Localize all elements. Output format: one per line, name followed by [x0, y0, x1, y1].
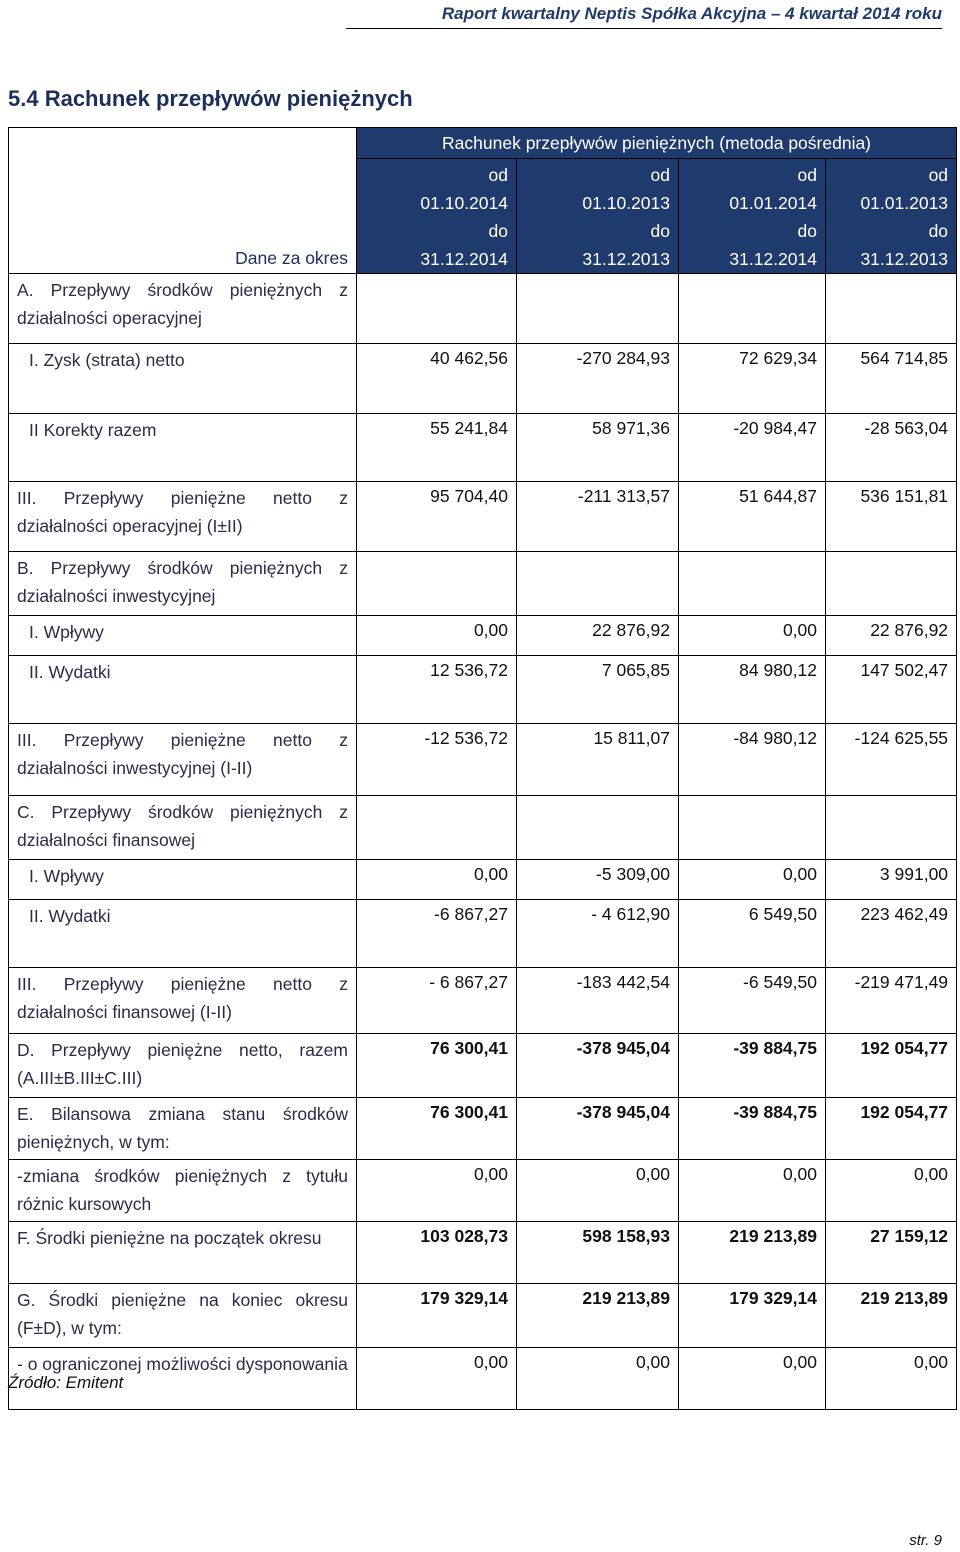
period-do: do: [928, 221, 949, 241]
table-row: [9, 1098, 957, 1160]
row-label: E. Bilansowa zmiana stanu środków pieniężnych, w tym:: [9, 1098, 357, 1160]
row-value: 179 329,14: [679, 1284, 826, 1348]
row-value: 3 991,00: [826, 860, 957, 900]
row-value: 598 158,93: [517, 1222, 679, 1284]
row-label: B. Przepływy środków pieniężnych z działalności inwestycyjnej: [9, 552, 357, 616]
row-value: -28 563,04: [826, 414, 957, 482]
period-do: do: [650, 221, 670, 241]
row-value: -39 884,75: [679, 1034, 826, 1098]
table-row: [9, 414, 957, 482]
row-value: [679, 274, 826, 344]
row-label: III. Przepływy pieniężne netto z działalności operacyjnej (I±II): [9, 482, 357, 552]
row-label: I. Wpływy: [9, 860, 357, 900]
table-row: [9, 344, 957, 414]
table-row: [9, 656, 957, 724]
row-value: 103 028,73: [357, 1222, 517, 1284]
period-od: od: [650, 165, 670, 185]
row-label: F. Środki pieniężne na początek okresu: [9, 1222, 357, 1284]
row-label: III. Przepływy pieniężne netto z działalności inwestycyjnej (I-II): [9, 724, 357, 796]
row-value: -20 984,47: [679, 414, 826, 482]
table-row: [9, 482, 957, 552]
table-row: [9, 1160, 957, 1222]
row-value: 58 971,36: [517, 414, 679, 482]
row-label: III. Przepływy pieniężne netto z działalności finansowej (I-II): [9, 968, 357, 1034]
period-from: 01.10.2013: [582, 193, 670, 213]
period-header-3: [679, 159, 826, 274]
period-header-1: [357, 159, 517, 274]
row-value: 84 980,12: [679, 656, 826, 724]
row-value: 219 213,89: [517, 1284, 679, 1348]
section-title: 5.4 Rachunek przepływów pieniężnych: [8, 86, 413, 111]
period-od: od: [797, 165, 817, 185]
row-value: [357, 552, 517, 616]
row-value: 0,00: [357, 860, 517, 900]
row-value: -12 536,72: [357, 724, 517, 796]
row-value: 22 876,92: [826, 616, 957, 656]
row-value: 0,00: [357, 1348, 517, 1410]
row-label: II Korekty razem: [9, 414, 357, 482]
row-label: -zmiana środków pieniężnych z tytułu różnic kursowych: [9, 1160, 357, 1222]
table-row: [9, 1034, 957, 1098]
row-value: 0,00: [357, 616, 517, 656]
row-value: 219 213,89: [679, 1222, 826, 1284]
row-value: [679, 552, 826, 616]
row-value: 55 241,84: [357, 414, 517, 482]
row-value: [357, 274, 517, 344]
row-value: -219 471,49: [826, 968, 957, 1034]
row-label: C. Przepływy środków pieniężnych z działalności finansowej: [9, 796, 357, 860]
row-value: 72 629,34: [679, 344, 826, 414]
row-value: 219 213,89: [826, 1284, 957, 1348]
row-value: [679, 796, 826, 860]
table-body: [9, 274, 957, 1410]
row-value: 0,00: [517, 1348, 679, 1410]
row-value: [826, 796, 957, 860]
row-value: 0,00: [679, 1348, 826, 1410]
period-od: od: [928, 165, 949, 185]
table-row: [9, 552, 957, 616]
row-value: [517, 552, 679, 616]
row-value: [357, 796, 517, 860]
period-from: 01.01.2013: [860, 193, 949, 213]
row-value: 0,00: [826, 1348, 957, 1410]
row-value: 95 704,40: [357, 482, 517, 552]
period-label-cell: [9, 128, 357, 274]
row-value: -211 313,57: [517, 482, 679, 552]
row-value: -183 442,54: [517, 968, 679, 1034]
row-value: -378 945,04: [517, 1098, 679, 1160]
table-row: [9, 900, 957, 968]
row-value: -378 945,04: [517, 1034, 679, 1098]
row-value: 22 876,92: [517, 616, 679, 656]
period-header-4: [826, 159, 957, 274]
row-value: 0,00: [679, 616, 826, 656]
row-label: A. Przepływy środków pieniężnych z działalności operacyjnej: [9, 274, 357, 344]
row-value: 536 151,81: [826, 482, 957, 552]
row-value: 223 462,49: [826, 900, 957, 968]
row-value: -84 980,12: [679, 724, 826, 796]
table-row: [9, 274, 957, 344]
table-row: [9, 860, 957, 900]
row-value: 76 300,41: [357, 1034, 517, 1098]
table-row: [9, 1284, 957, 1348]
row-label: - o ograniczonej możliwości dysponowania: [9, 1348, 357, 1410]
row-value: 0,00: [357, 1160, 517, 1222]
row-value: 12 536,72: [357, 656, 517, 724]
row-value: 192 054,77: [826, 1034, 957, 1098]
row-value: 192 054,77: [826, 1098, 957, 1160]
row-value: 27 159,12: [826, 1222, 957, 1284]
period-label: Dane za okres: [235, 248, 348, 268]
row-value: -6 867,27: [357, 900, 517, 968]
row-label: I. Zysk (strata) netto: [9, 344, 357, 414]
report-header: Raport kwartalny Neptis Spółka Akcyjna – 4 kwartał 2014 roku: [441, 4, 942, 23]
page-number: str. 9: [909, 1532, 942, 1549]
row-label: II. Wydatki: [9, 900, 357, 968]
period-from: 01.10.2014: [420, 193, 508, 213]
period-from: 01.01.2014: [729, 193, 817, 213]
row-value: 0,00: [679, 860, 826, 900]
row-value: -6 549,50: [679, 968, 826, 1034]
row-value: 15 811,07: [517, 724, 679, 796]
row-value: 0,00: [517, 1160, 679, 1222]
row-value: -5 309,00: [517, 860, 679, 900]
row-label: I. Wpływy: [9, 616, 357, 656]
table-caption: Rachunek przepływów pieniężnych (metoda pośrednia): [357, 128, 957, 159]
row-value: 0,00: [826, 1160, 957, 1222]
row-value: 6 549,50: [679, 900, 826, 968]
cash-flow-table: [8, 127, 957, 1410]
source-note: Źródło: Emitent: [8, 1373, 124, 1392]
period-od: od: [488, 165, 508, 185]
row-value: [826, 552, 957, 616]
row-value: -39 884,75: [679, 1098, 826, 1160]
row-value: [517, 274, 679, 344]
period-to: 31.12.2013: [582, 249, 670, 269]
table-row: [9, 1222, 957, 1284]
table-row: [9, 796, 957, 860]
table-row: [9, 968, 957, 1034]
row-value: 0,00: [679, 1160, 826, 1222]
row-value: 7 065,85: [517, 656, 679, 724]
row-value: 76 300,41: [357, 1098, 517, 1160]
row-value: - 6 867,27: [357, 968, 517, 1034]
row-value: 564 714,85: [826, 344, 957, 414]
period-header-2: [517, 159, 679, 274]
row-value: [517, 796, 679, 860]
row-label: G. Środki pieniężne na koniec okresu (F±D), w tym:: [9, 1284, 357, 1348]
period-do: do: [797, 221, 817, 241]
period-to: 31.12.2014: [420, 249, 508, 269]
table-row: [9, 616, 957, 656]
row-value: -270 284,93: [517, 344, 679, 414]
table-row: [9, 724, 957, 796]
period-do: do: [488, 221, 508, 241]
row-value: -124 625,55: [826, 724, 957, 796]
row-value: 179 329,14: [357, 1284, 517, 1348]
period-to: 31.12.2013: [860, 249, 949, 269]
period-to: 31.12.2014: [729, 249, 817, 269]
row-value: 40 462,56: [357, 344, 517, 414]
row-value: [826, 274, 957, 344]
row-value: - 4 612,90: [517, 900, 679, 968]
row-value: 147 502,47: [826, 656, 957, 724]
row-label: II. Wydatki: [9, 656, 357, 724]
row-value: 51 644,87: [679, 482, 826, 552]
row-label: D. Przepływy pieniężne netto, razem (A.III±B.III±C.III): [9, 1034, 357, 1098]
table-row: [9, 1348, 957, 1410]
